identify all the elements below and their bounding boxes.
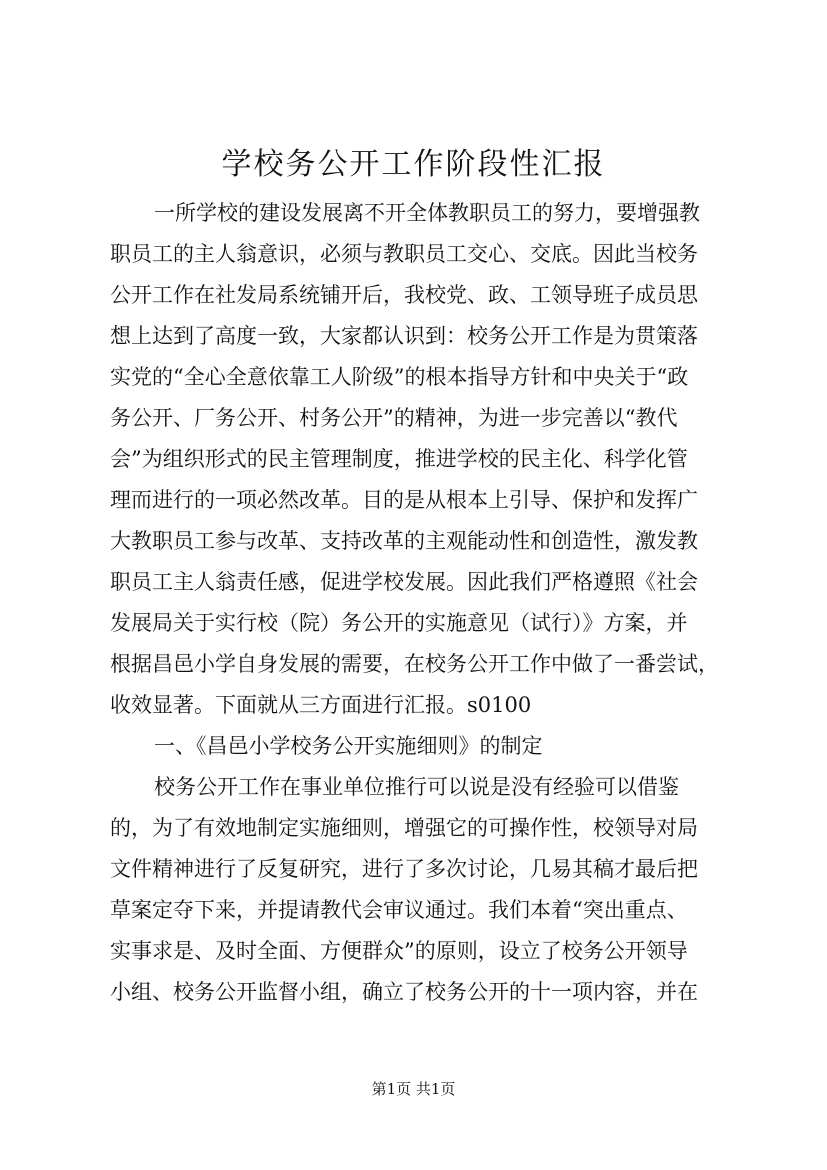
paragraph-line: 职员工主人翁责任感，促进学校发展。因此我们严格遵照《社会 [110,570,698,594]
paragraph-line: 理而进行的一项必然改革。目的是从根本上引导、保护和发挥广 [110,488,698,512]
paragraph-line: 根据昌邑小学自身发展的需要，在校务公开工作中做了一番尝试， [110,652,719,676]
paragraph-line: 大教职员工参与改革、支持改革的主观能动性和创造性，激发教 [110,529,698,553]
document-title: 学校务公开工作阶段性汇报 [221,147,606,182]
paragraph-line: 草案定夺下来，并提请教代会审议通过。我们本着“突出重点、 [110,898,688,922]
paragraph-line: 公开工作在社发局系统铺开后，我校党、政、工领导班子成员思 [110,283,698,307]
paragraph-line: 职员工的主人翁意识，必须与教职员工交心、交底。因此当校务 [110,242,698,266]
paragraph-line: 发展局关于实行校（院）务公开的实施意见（试行）》方案，并 [110,611,688,635]
paragraph-line: 一所学校的建设发展离不开全体教职员工的努力，要增强教 [154,201,700,225]
paragraph-line: 想上达到了高度一致，大家都认识到：校务公开工作是为贯策落 [110,324,698,348]
paragraph-line: 实事求是、及时全面、方便群众”的原则，设立了校务公开领导 [110,939,688,963]
section-heading: 一、《昌邑小学校务公开实施细则》的制定 [154,734,543,758]
paragraph-line: 会”为组织形式的民主管理制度，推进学校的民主化、科学化管 [110,447,688,471]
paragraph-line: 务公开、厂务公开、村务公开”的精神，为进一步完善以“教代 [110,406,678,430]
paragraph-line: 小组、校务公开监督小组，确立了校务公开的十一项内容，并在 [110,980,698,1004]
paragraph-line: 校务公开工作在事业单位推行可以说是没有经验可以借鉴 [154,775,679,799]
page-footer: 第1页 共1页 [371,1080,456,1098]
paragraph-line: 的，为了有效地制定实施细则，增强它的可操作性，校领导对局 [110,816,698,840]
paragraph-line: 收效显著。下面就从三方面进行汇报。s0100 [110,693,532,717]
paragraph-line: 文件精神进行了反复研究，进行了多次讨论，几易其稿才最后把 [110,857,698,881]
paragraph-line: 实党的“全心全意依靠工人阶级”的根本指导方针和中央关于“政 [110,365,689,389]
document-body [110,193,740,1013]
